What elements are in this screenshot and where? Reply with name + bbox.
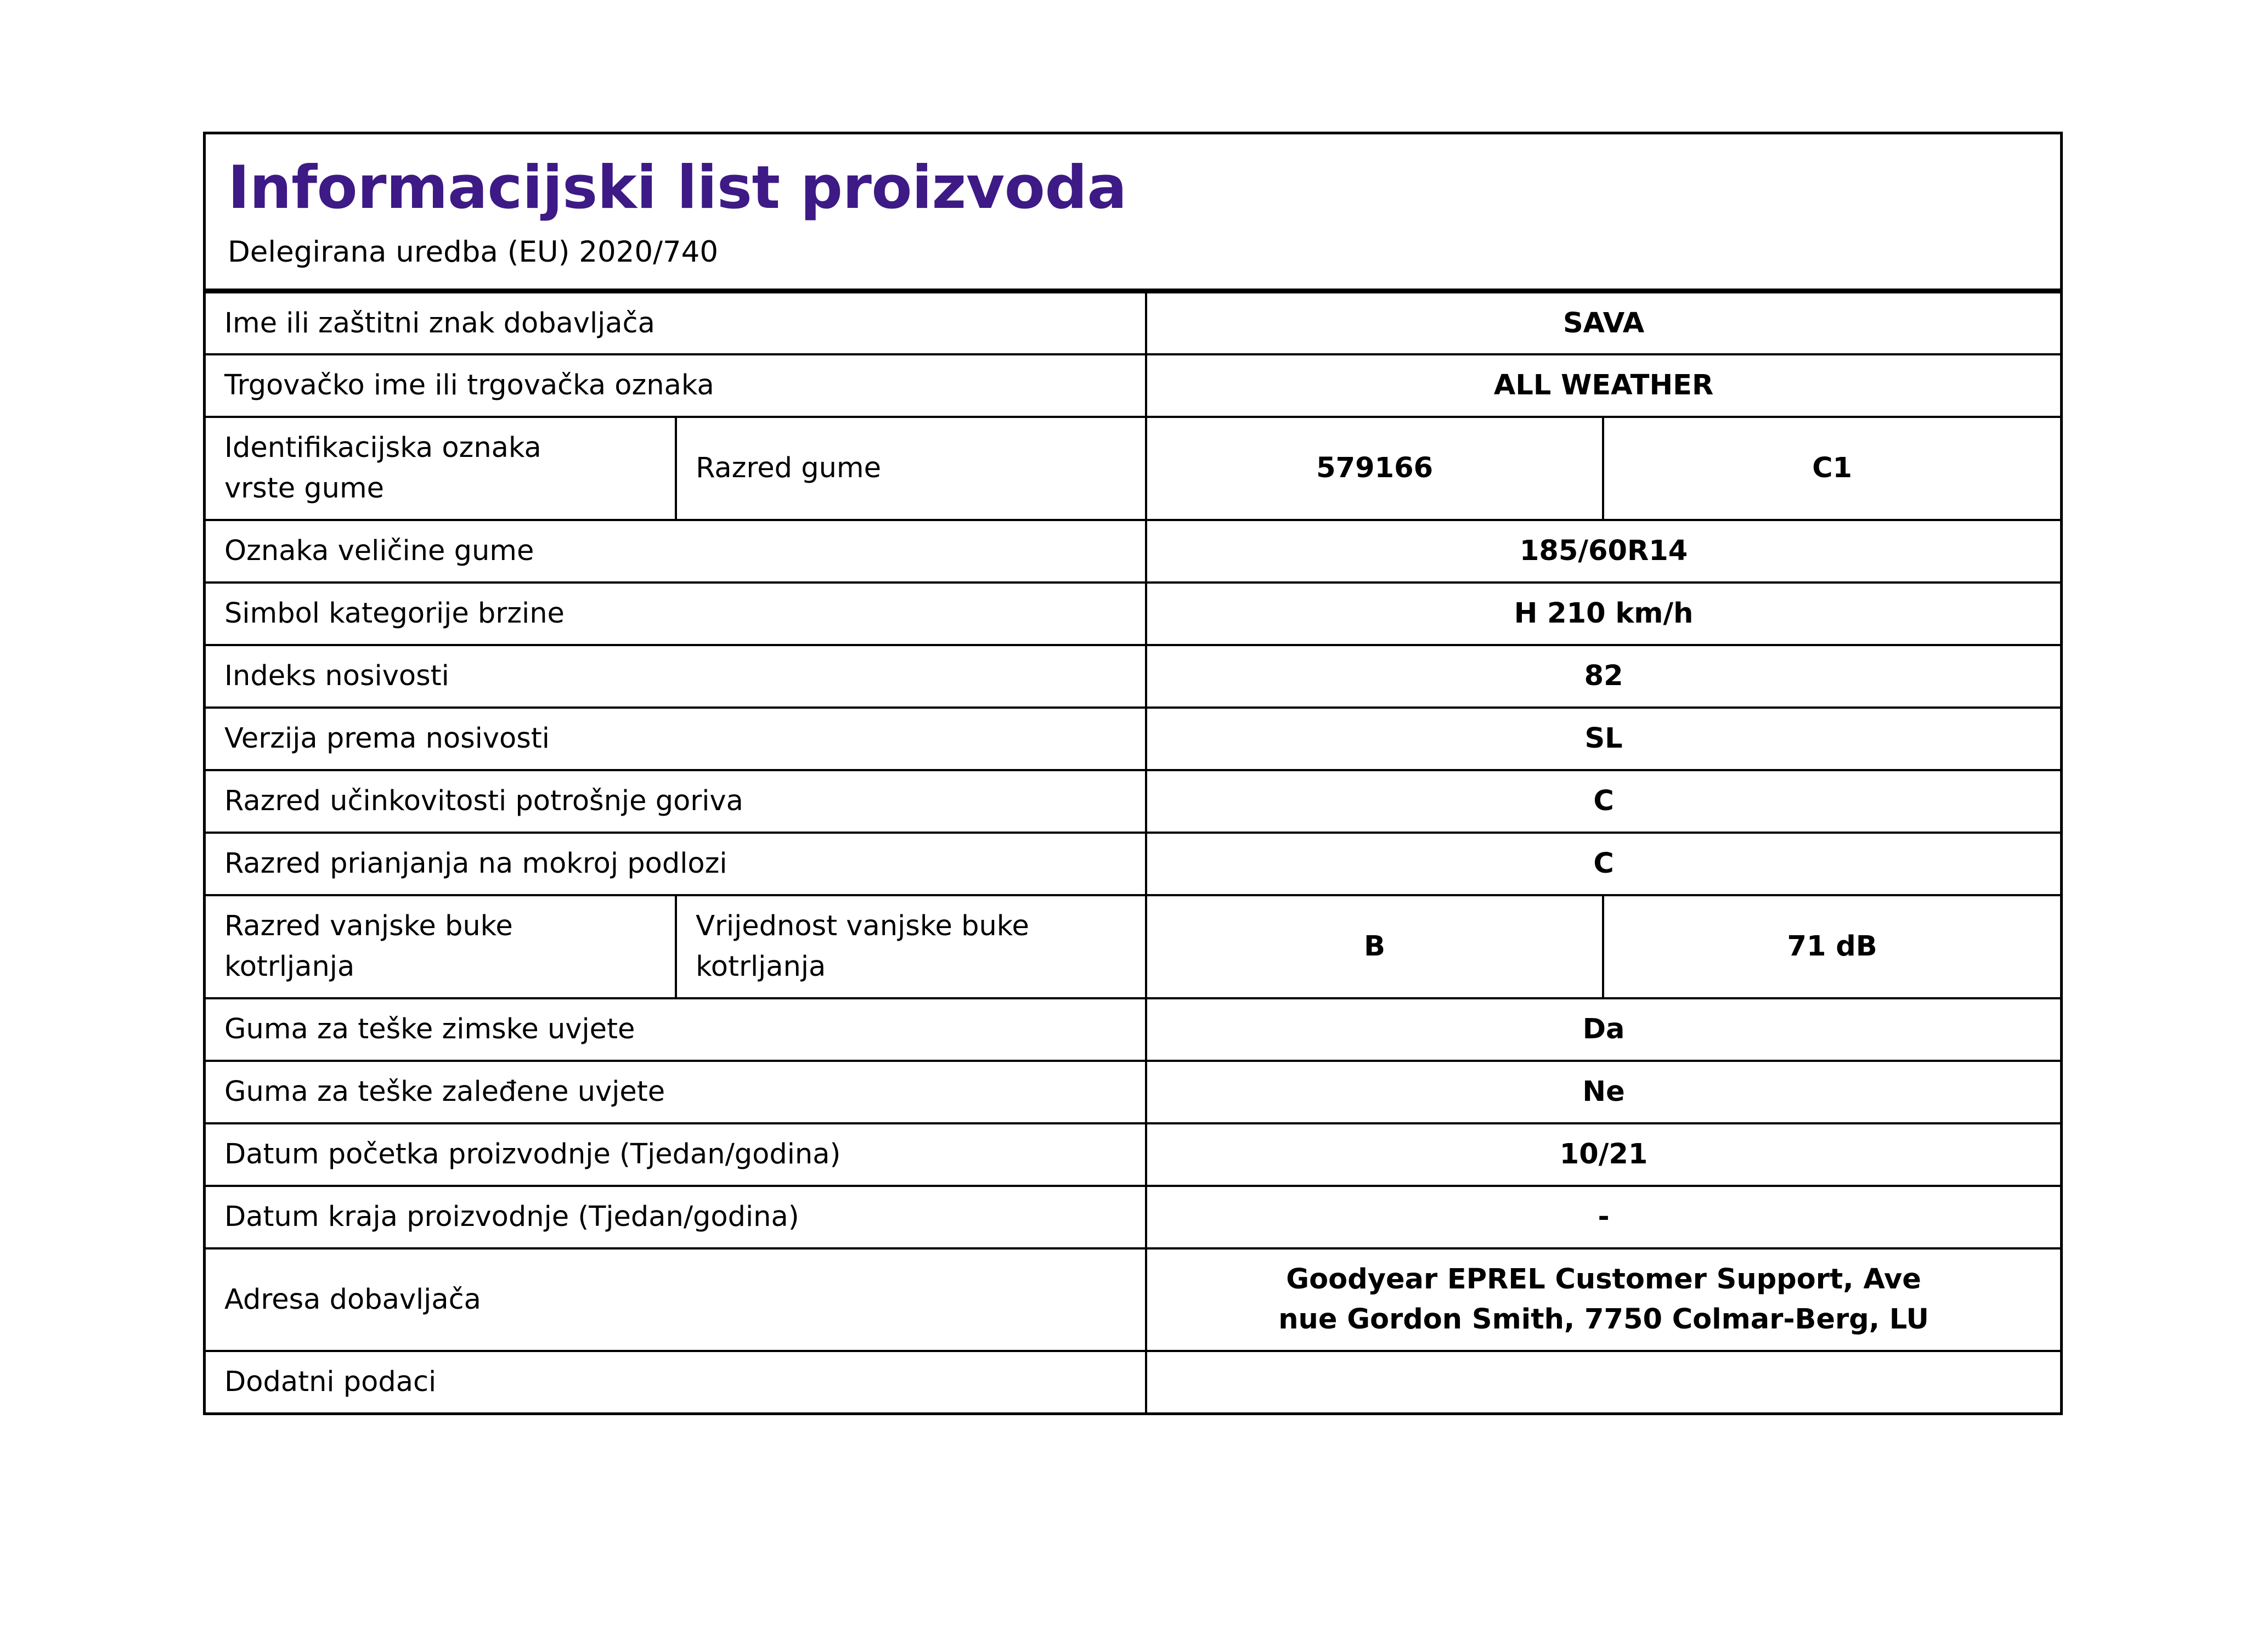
value-ice-grip: Ne [1146, 1061, 2060, 1123]
label-tyre-identification-line2: vrste gume [224, 472, 385, 505]
label-tyre-identification [206, 417, 676, 520]
table-row-production-start [206, 1123, 2060, 1186]
label-noise-value-line2: kotrljanja [696, 950, 826, 983]
value-tyre-class: C1 [1603, 417, 2060, 520]
label-production-start: Datum početka proizvodnje (Tjedan/godina) [206, 1123, 1146, 1186]
label-supplier-address: Adresa dobavljača [206, 1248, 1146, 1352]
value-trade-name: ALL WEATHER [1146, 354, 2060, 417]
table-row-fuel-efficiency [206, 770, 2060, 833]
label-wet-grip: Razred prianjanja na mokroj podlozi [206, 833, 1146, 895]
value-supplier-address-line2: nue Gordon Smith, 7750 Colmar-Berg, LU [1278, 1303, 1929, 1336]
value-size-designation: 185/60R14 [1146, 520, 2060, 583]
table-row-wet-grip [206, 833, 2060, 895]
table-row-tyre-identification [206, 417, 2060, 520]
table-row-load-index [206, 645, 2060, 708]
value-supplier-address-line1: Goodyear EPREL Customer Support, Ave [1286, 1263, 1921, 1296]
label-speed-category: Simbol kategorije brzine [206, 583, 1146, 645]
value-fuel-efficiency: C [1146, 770, 2060, 833]
table-row-size-designation [206, 520, 2060, 583]
table-row-speed-category [206, 583, 2060, 645]
table-row-production-end [206, 1186, 2060, 1248]
value-severe-snow: Da [1146, 998, 2060, 1061]
label-noise-value-line1: Vrijednost vanjske buke [696, 909, 1029, 942]
label-load-version: Verzija prema nosivosti [206, 708, 1146, 770]
table-row-supplier-address [206, 1248, 2060, 1352]
value-noise-level: 71 dB [1603, 895, 2060, 998]
value-supplier-name: SAVA [1146, 292, 2060, 355]
product-information-sheet [203, 132, 2063, 1415]
label-ice-grip: Guma za teške zaleđene uvjete [206, 1061, 1146, 1123]
label-noise-class [206, 895, 676, 998]
table-row-additional-info [206, 1351, 2060, 1412]
label-noise-class-line1: Razred vanjske buke [224, 909, 513, 942]
specification-table [206, 291, 2060, 1413]
label-trade-name: Trgovačko ime ili trgovačka oznaka [206, 354, 1146, 417]
table-row-severe-snow [206, 998, 2060, 1061]
value-noise-class: B [1146, 895, 1603, 998]
label-supplier-name: Ime ili zaštitni znak dobavljača [206, 292, 1146, 355]
value-additional-info [1146, 1351, 2060, 1412]
value-speed-category: H 210 km/h [1146, 583, 2060, 645]
table-row-load-version [206, 708, 2060, 770]
label-tyre-identification-line1: Identifikacijska oznaka [224, 432, 541, 465]
label-severe-snow: Guma za teške zimske uvjete [206, 998, 1146, 1061]
value-production-start: 10/21 [1146, 1123, 2060, 1186]
label-production-end: Datum kraja proizvodnje (Tjedan/godina) [206, 1186, 1146, 1248]
table-row-trade-name [206, 354, 2060, 417]
value-load-index: 82 [1146, 645, 2060, 708]
page-title: Informacijski list proizvoda [228, 154, 1127, 222]
value-supplier-address [1146, 1248, 2060, 1352]
label-noise-class-line2: kotrljanja [224, 950, 355, 983]
regulation-subtitle: Delegirana uredba (EU) 2020/740 [228, 235, 719, 269]
table-row-supplier-name [206, 292, 2060, 355]
document-header [206, 134, 2060, 291]
label-noise-value [676, 895, 1146, 998]
value-production-end: - [1146, 1186, 2060, 1248]
label-tyre-class: Razred gume [676, 417, 1146, 520]
value-tyre-identification: 579166 [1146, 417, 1603, 520]
table-row-ice-grip [206, 1061, 2060, 1123]
label-additional-info: Dodatni podaci [206, 1351, 1146, 1412]
value-wet-grip: C [1146, 833, 2060, 895]
label-size-designation: Oznaka veličine gume [206, 520, 1146, 583]
label-fuel-efficiency: Razred učinkovitosti potrošnje goriva [206, 770, 1146, 833]
label-load-index: Indeks nosivosti [206, 645, 1146, 708]
value-load-version: SL [1146, 708, 2060, 770]
table-row-noise [206, 895, 2060, 998]
